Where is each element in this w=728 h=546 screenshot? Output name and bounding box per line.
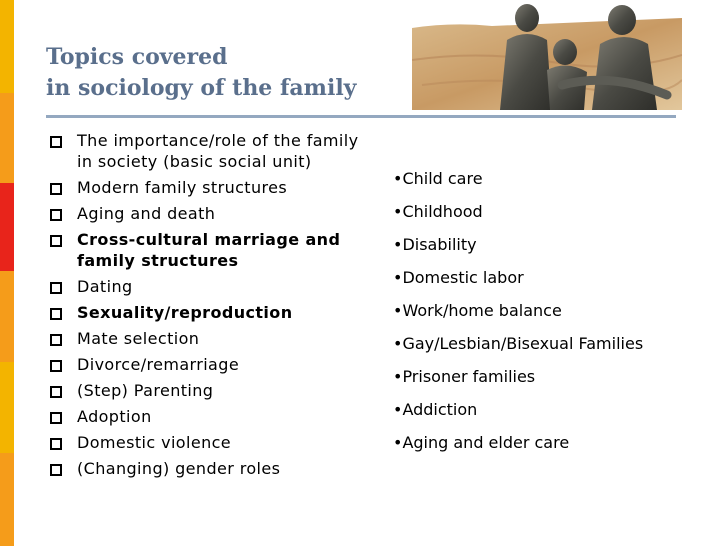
square-bullet-icon	[50, 209, 62, 221]
list-item-text: Domestic violence	[77, 433, 232, 452]
list-item: •Child care	[393, 169, 483, 188]
list-item-text: Adoption	[77, 407, 152, 426]
list-item-text: Sexuality/reproduction	[77, 303, 293, 322]
list-item: •Prisoner families	[393, 367, 536, 386]
square-bullet-icon	[50, 308, 62, 320]
list-item-text: Cross-cultural marriage and family structures	[77, 230, 341, 270]
square-bullet-icon	[50, 282, 62, 294]
list-item-text: (Step) Parenting	[77, 381, 214, 400]
square-bullet-icon	[50, 334, 62, 346]
color-strip	[0, 0, 14, 546]
list-item: •Childhood	[393, 202, 483, 221]
list-item	[50, 276, 370, 297]
list-item	[50, 380, 370, 401]
slide-title	[46, 42, 356, 104]
list-item-text: (Changing) gender roles	[77, 459, 281, 478]
square-bullet-icon	[50, 360, 62, 372]
square-bullet-icon	[50, 438, 62, 450]
strip-segment	[0, 453, 14, 546]
square-bullet-icon	[50, 136, 62, 148]
list-item: •Addiction	[393, 400, 478, 419]
slide-title-line-2: in sociology of the family	[46, 75, 357, 101]
list-item: •Aging and elder care	[393, 433, 570, 452]
square-bullet-icon	[50, 386, 62, 398]
list-item-text: Mate selection	[77, 329, 200, 348]
strip-segment	[0, 362, 14, 453]
list-item	[50, 177, 370, 198]
list-item	[50, 432, 370, 453]
square-bullet-icon	[50, 183, 62, 195]
list-item: •Work/home balance	[393, 301, 562, 320]
list-item	[50, 229, 370, 271]
square-bullet-icon	[50, 235, 62, 247]
list-item	[50, 203, 370, 224]
list-item: •Gay/Lesbian/Bisexual Families	[393, 334, 644, 353]
list-item: •Domestic labor	[393, 268, 524, 287]
list-item-text: Aging and death	[77, 204, 216, 223]
list-item	[50, 458, 370, 479]
strip-segment	[0, 93, 14, 183]
list-item-text: Dating	[77, 277, 133, 296]
list-item-text: Divorce/remarriage	[77, 355, 240, 374]
strip-segment	[0, 271, 14, 362]
list-item-text: Modern family structures	[77, 178, 288, 197]
list-item: •Disability	[393, 235, 477, 254]
topics-list-left	[50, 130, 370, 484]
square-bullet-icon	[50, 412, 62, 424]
square-bullet-icon	[50, 464, 62, 476]
list-item	[50, 130, 370, 172]
list-item	[50, 328, 370, 349]
list-item-text: The importance/role of the family in society (basic social unit)	[77, 131, 359, 171]
topics-list-right	[393, 168, 643, 465]
title-divider	[46, 115, 676, 118]
family-sculpture-image	[412, 0, 682, 110]
strip-segment	[0, 0, 14, 93]
strip-segment	[0, 183, 14, 271]
slide-title-line-1: Topics covered	[46, 44, 228, 70]
list-item	[50, 406, 370, 427]
list-item	[50, 302, 370, 323]
list-item	[50, 354, 370, 375]
